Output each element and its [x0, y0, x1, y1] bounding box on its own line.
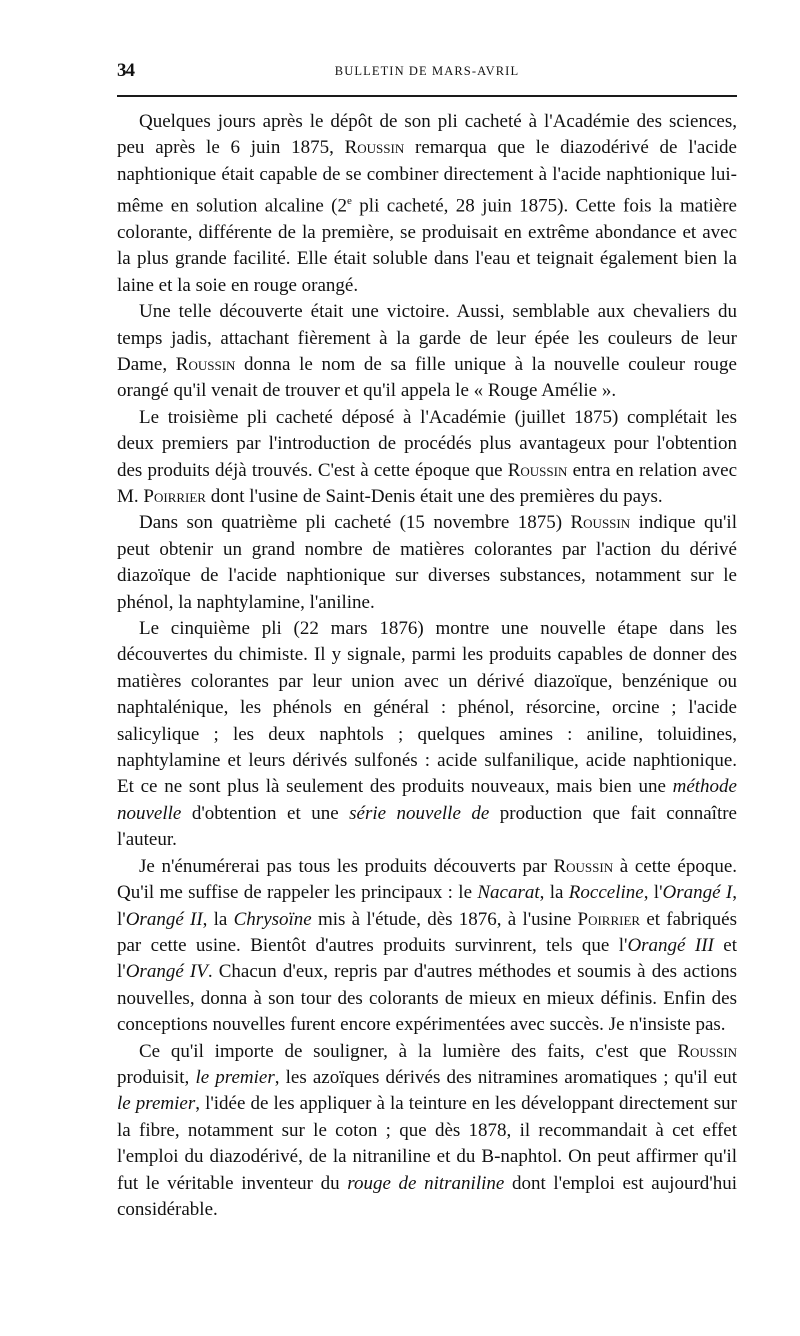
body-text: [117, 109, 737, 1223]
header-rule: [117, 95, 737, 97]
paragraph-1: Quelques jours après le dépôt de son pli cacheté à l'Académie des sciences, peu après le 6 juin 1875, Roussin remarqua que le diazodérivé de l'acide naphtionique était capable de se combiner directement à l'acide naphtionique lui-même en solution alcaline (2e pli cacheté, 28 juin 1875). Cette fois la matière colorante, différente de la première, se produisait en extrême abondance et avec la plus grande facilité. Elle était soluble dans l'eau et teignait également bien la laine et la soie en rouge orangé.: [117, 111, 737, 296]
paragraph-5: Le cinquième pli (22 mars 1876) montre une nouvelle étape dans les découvertes du chimiste. Il y signale, parmi les produits capables de donner des matières colorantes par leur union avec un dérivé diazoïque, benzénique ou naphtalénique, les phénols en général : phénol, résorcine, orcine ; l'acide salicylique ; les deux naphtols ; quelques amines : aniline, toluidines, naphtylamine et leurs dérivés sulfonés : acide sulfanilique, acide naphtionique. Et ce ne sont plus là seulement des produits nouveaux, mais bien une méthode nouvelle d'obtention et une série nouvelle de production que fait connaître l'auteur.: [117, 618, 737, 851]
paragraph-6: Je n'énumérerai pas tous les produits découverts par Roussin à cette époque. Qu'il me suffise de rappeler les principaux : le Nacarat, la Rocceline, l'Orangé I, l'Orangé II, la Chrysoïne mis à l'étude, dès 1876, à l'usine Poirrier et fabriqués par cette usine. Bientôt d'autres produits survinrent, tels que l'Orangé III et l'Orangé IV. Chacun d'eux, repris par d'autres méthodes et soumis à des actions nouvelles, donna à son tour des colorants de mieux en mieux définis. Enfin des conceptions nouvelles furent encore expérimentées avec succès. Je n'insiste pas.: [117, 855, 738, 1036]
paragraph-7: Ce qu'il importe de souligner, à la lumière des faits, c'est que Roussin produisit, le premier, les azoïques dérivés des nitramines aromatiques ; qu'il eut le premier, l'idée de les appliquer à la teinture en les développant directement sur la fibre, notamment sur le coton ; que dès 1878, il recommandait à cet effet l'emploi du diazodérivé, de la nitraniline et du B-naphtol. On peut affirmer qu'il fut le véritable inventeur du rouge de nitraniline dont l'emploi est aujourd'hui considérable.: [117, 1040, 737, 1220]
page-header: [117, 58, 737, 84]
paragraph-3: Le troisième pli cacheté déposé à l'Académie (juillet 1875) complétait les deux premiers par l'introduction de procédés plus avantageux pour l'obtention des produits déjà trouvés. C'est à cette époque que Roussin entra en relation avec M. Poirrier dont l'usine de Saint-Denis était une des premières du pays.: [117, 406, 737, 508]
paragraph-4: Dans son quatrième pli cacheté (15 novembre 1875) Roussin indique qu'il peut obtenir un grand nombre de matières colorantes par l'action du dérivé diazoïque de l'acide naphtionique sur diverses substances, notamment sur le phénol, la naphtylamine, l'aniline.: [117, 512, 737, 613]
paragraph-2: Une telle découverte était une victoire. Aussi, semblable aux chevaliers du temps jadis, attachant fièrement à la garde de leur épée les couleurs de leur Dame, Roussin donna le nom de sa fille unique à la nouvelle couleur rouge orangé qu'il venait de trouver et qu'il appela le « Rouge Amélie ».: [117, 301, 737, 402]
page-number: 34: [117, 60, 134, 81]
running-title: BULLETIN DE MARS-AVRIL: [334, 64, 520, 78]
